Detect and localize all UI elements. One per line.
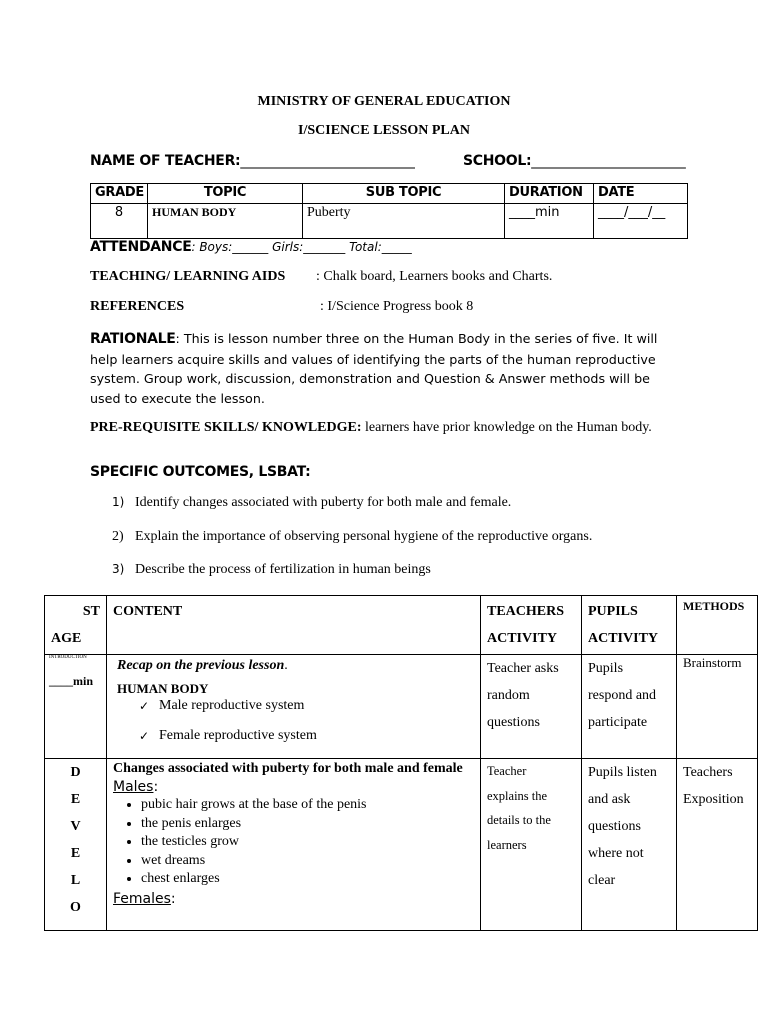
rationale-text: : This is lesson number three on the Human Body in the series of five. It will help learners acquire skills and values of identifying the parts of the human reproductive system. Group work, discussion, demonstration and Question & Answer methods will be used to execute the lesson. (90, 331, 658, 406)
stage-letter: O (70, 900, 81, 915)
activity-line: Teacher (487, 764, 527, 778)
ministry-title: MINISTRY OF GENERAL EDUCATION (257, 94, 511, 109)
activity-line: participate (588, 715, 648, 730)
teaching-aids-line (90, 269, 552, 285)
topic-value: HUMAN BODY (148, 204, 303, 239)
lesson-plan-title: I/SCIENCE LESSON PLAN (298, 123, 470, 138)
development-row (45, 759, 758, 931)
development-stage-cell (45, 759, 107, 931)
attendance-value[interactable]: : Boys:______ Girls:_______ Total:_____ (191, 240, 412, 254)
activity-line: learners (487, 837, 527, 852)
intro-topic: HUMAN BODY (117, 681, 209, 696)
school-line (463, 153, 685, 169)
duration-header: DURATION (505, 184, 594, 204)
content-header: CONTENT (107, 596, 481, 655)
introduction-duration[interactable]: ____min (49, 674, 94, 688)
outcome-number: 2) (112, 529, 124, 544)
recap-dot: . (284, 658, 288, 673)
outcome-number: 1) (112, 495, 125, 509)
list-item (139, 697, 474, 715)
lesson-table-header-row (45, 596, 758, 655)
outcome-item (112, 495, 511, 511)
females-colon: : (170, 890, 176, 907)
recap-text: Recap on the previous lesson (117, 658, 285, 673)
attendance-line (90, 238, 412, 256)
intro-teacher-activity (481, 655, 582, 759)
stage-letter: L (70, 873, 81, 888)
lesson-info-table (90, 183, 688, 239)
topic-header: TOPIC (148, 184, 303, 204)
outcomes-label: SPECIFIC OUTCOMES, LSBAT: (90, 464, 311, 480)
list-item-text: Male reproductive system (159, 698, 305, 713)
development-teacher-activity (481, 759, 582, 931)
outcome-text: Describe the process of fertilization in human beings (135, 562, 431, 577)
pupils-header-part: PUPILS (588, 604, 638, 619)
outcome-item (112, 529, 592, 545)
duration-value[interactable]: ____min (505, 204, 594, 239)
info-table-header-row (91, 184, 688, 204)
attendance-label: ATTENDANCE (90, 239, 192, 255)
activity-line: and ask (588, 792, 631, 807)
references-value: : I/Science Progress book 8 (320, 299, 474, 314)
stage-letter: E (70, 792, 81, 807)
method-line: Teachers (683, 765, 733, 780)
development-pupils-activity (582, 759, 677, 931)
subtopic-value: Puberty (303, 204, 505, 239)
prerequisite-paragraph (90, 418, 678, 437)
outcome-text: Identify changes associated with puberty for both male and female. (135, 495, 512, 510)
females-heading (113, 889, 474, 909)
activity-line: respond and (588, 688, 657, 703)
lesson-stages-table (44, 595, 758, 931)
school-blank[interactable]: _______________________ (531, 153, 686, 169)
activity-line: Pupils (588, 661, 624, 676)
stage-letter: D (70, 765, 81, 780)
males-colon: : (153, 779, 159, 795)
grade-value: 8 (91, 204, 148, 239)
pupils-activity-header (582, 596, 677, 655)
development-heading: Changes associated with puberty for both male and female (113, 761, 463, 776)
list-item: • pubic hair grows at the base of the penis (141, 796, 474, 815)
activity-line: clear (588, 873, 616, 888)
male-changes-list (113, 796, 474, 889)
check-icon: ✓ (139, 729, 150, 743)
males-heading (113, 778, 474, 796)
prerequisite-label: PRE-REQUISITE SKILLS/ KNOWLEDGE: (90, 420, 362, 435)
introduction-content-cell (107, 655, 481, 759)
list-item: • wet dreams (141, 852, 474, 871)
outcome-number: 3) (112, 562, 125, 576)
females-label: Females (113, 890, 171, 907)
activity-line: Teacher asks (487, 661, 559, 676)
stage-header-part: AGE (51, 631, 82, 646)
activity-line: Pupils listen (588, 765, 657, 780)
list-item (139, 727, 474, 745)
teacher-name-line (90, 153, 415, 169)
introduction-row (45, 655, 758, 759)
teacher-label: NAME OF TEACHER: (90, 153, 241, 169)
outcome-text: Explain the importance of observing personal hygiene of the reproductive organs. (135, 529, 593, 544)
teacher-blank[interactable]: __________________________ (240, 153, 415, 169)
stage-header-part: ST (82, 604, 100, 619)
list-item: • chest enlarges (141, 870, 474, 889)
references-label: REFERENCES (90, 299, 185, 314)
date-header: DATE (594, 184, 688, 204)
development-content-cell (107, 759, 481, 931)
check-icon: ✓ (139, 699, 150, 713)
list-item-text: Female reproductive system (159, 728, 317, 743)
list-item: • the testicles grow (141, 833, 474, 852)
males-label: Males (113, 779, 154, 795)
recap-line (117, 657, 474, 675)
methods-header: METHODS (677, 596, 758, 655)
teachers-activity-header (481, 596, 582, 655)
teaching-aids-value: : Chalk board, Learners books and Charts. (316, 269, 553, 284)
grade-header: GRADE (91, 184, 148, 204)
stage-letter: E (70, 846, 81, 861)
school-label: SCHOOL: (463, 153, 532, 169)
stage-header (45, 596, 107, 655)
activity-line: where not (588, 846, 644, 861)
method-line: Exposition (683, 792, 744, 807)
pupils-header-part: ACTIVITY (588, 631, 659, 646)
intro-check-list (117, 697, 474, 745)
activity-line: questions (588, 819, 641, 834)
intro-method: Brainstorm (677, 655, 758, 759)
introduction-stage-label: INTRODUCTION (49, 655, 87, 660)
info-table-row (91, 204, 688, 239)
introduction-stage-cell (45, 655, 107, 759)
references-line (90, 299, 473, 315)
teachers-header-part: TEACHERS (487, 604, 565, 619)
date-value[interactable]: ____/___/__ (594, 204, 688, 239)
outcome-item (112, 562, 431, 578)
rationale-label: RATIONALE (90, 331, 176, 347)
rationale-paragraph (90, 329, 680, 408)
intro-pupils-activity (582, 655, 677, 759)
subtopic-header: SUB TOPIC (303, 184, 505, 204)
activity-line: explains the (487, 788, 548, 803)
stage-letter: V (70, 819, 81, 834)
activity-line: random (487, 688, 530, 703)
activity-line: details to the (487, 813, 551, 827)
teachers-header-part: ACTIVITY (487, 631, 558, 646)
list-item: • the penis enlarges (141, 815, 474, 834)
development-methods (677, 759, 758, 931)
teaching-aids-label: TEACHING/ LEARNING AIDS (90, 269, 286, 284)
activity-line: questions (487, 715, 540, 730)
prerequisite-text: learners have prior knowledge on the Human body. (361, 420, 652, 435)
